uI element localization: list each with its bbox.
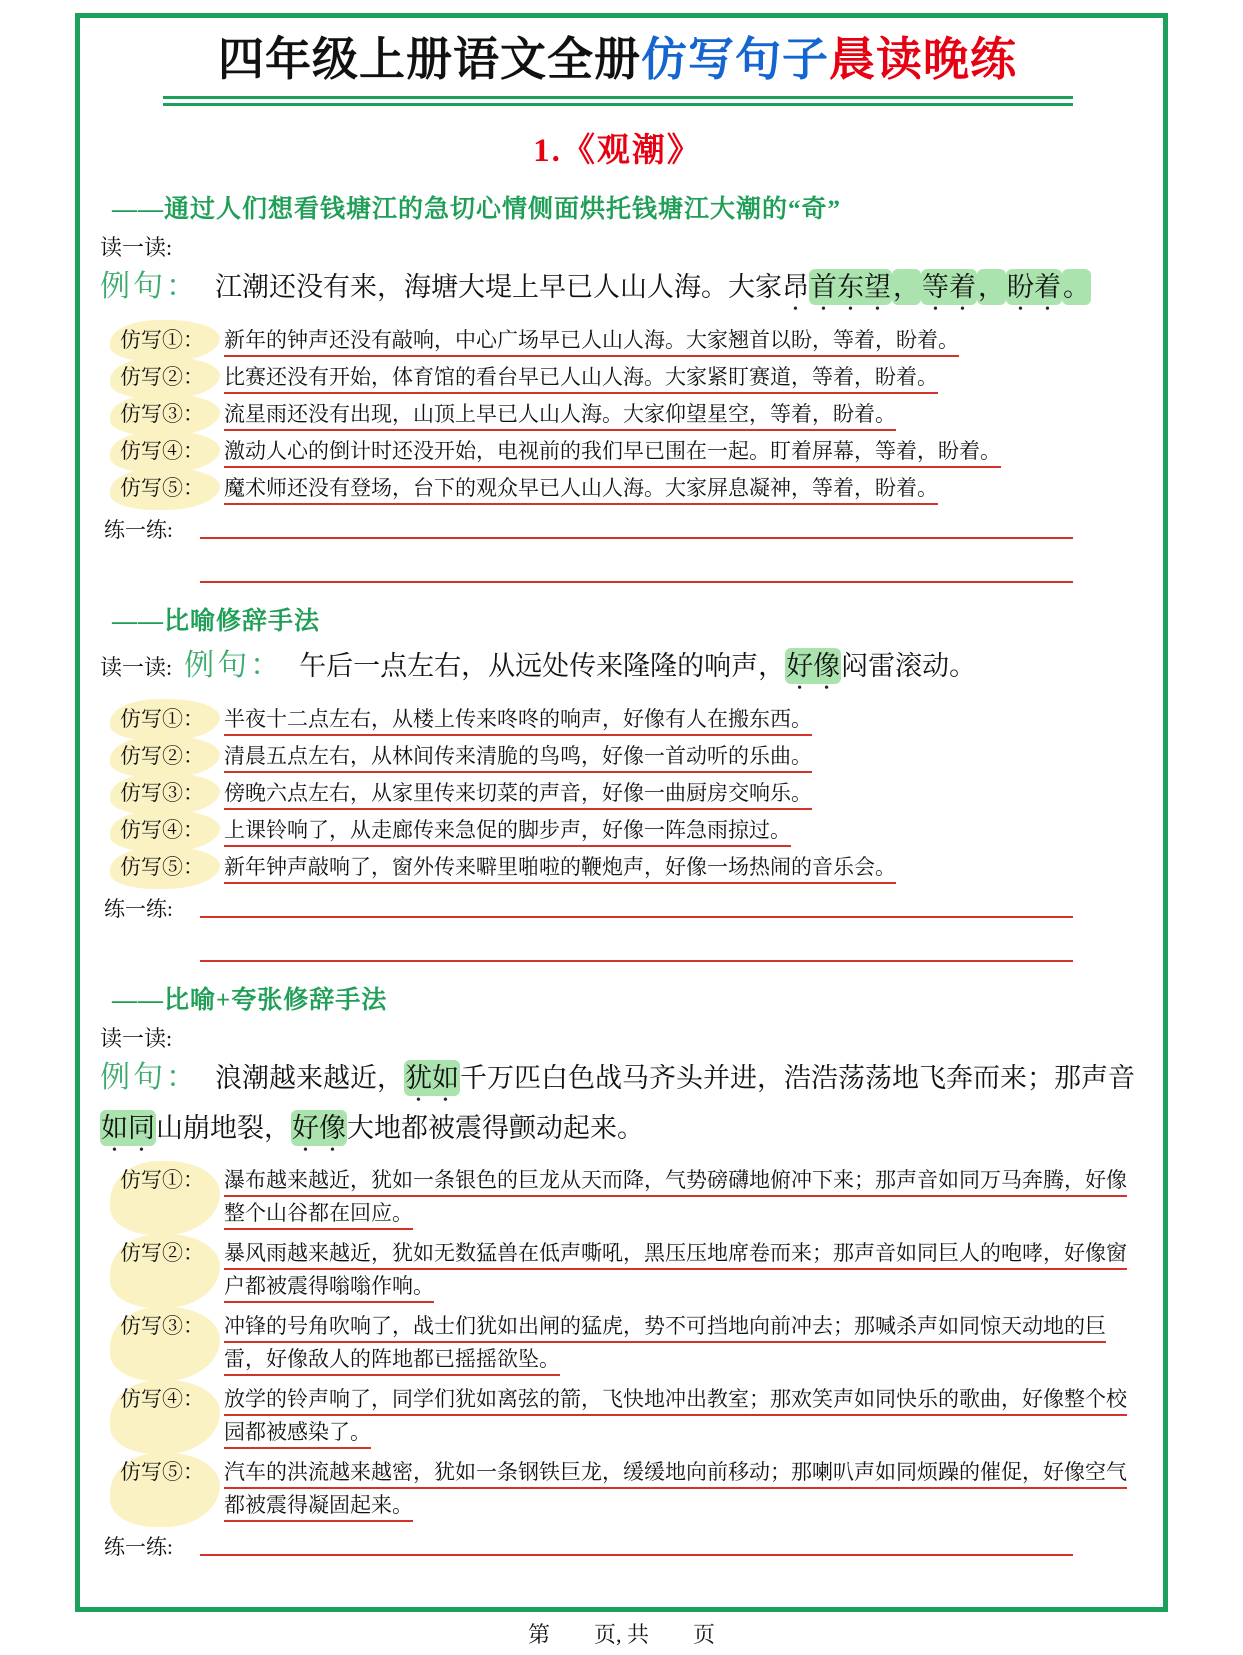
imitation-sentence: 暴风雨越来越近，犹如无数猛兽在低声嘶吼，黑压压地席卷而来；那声音如同巨人的咆哮，好像窗户都被震得嗡嗡作响。 [224, 1240, 1127, 1298]
imitation-sentence: 激动人心的倒计时还没开始，电视前的我们早已围在一起。盯着屏幕，等着，盼着。 [224, 438, 1001, 463]
title-part-black: 四年级上册语文全册 [218, 34, 641, 85]
page-border-frame [75, 13, 1168, 1612]
example-segment: 江潮还没有来，海塘大堤上早已人山人海。大家 [215, 271, 782, 302]
imitation-sentence: 清晨五点左右，从林间传来清脆的鸟鸣，好像一首动听的乐曲。 [224, 743, 812, 768]
section-heading: ——通过人们想看钱塘江的急切心情侧面烘托钱塘江大潮的“奇” [112, 195, 842, 223]
practice-row [104, 515, 1137, 583]
imitation-sentence: 冲锋的号角吹响了，战士们犹如出闸的猛虎，势不可挡地向前冲去；那喊杀声如同惊天动地的巨雷，好像敌人的阵地都已摇摇欲坠。 [224, 1313, 1106, 1371]
imitation-sentence: 新年钟声敲响了，窗外传来噼里啪啦的鞭炮声，好像一场热闹的音乐会。 [224, 854, 896, 879]
imitation-row [110, 360, 1137, 394]
example-label: 例句： [100, 1060, 199, 1094]
example-segment: 昂 [782, 271, 809, 302]
example-segment: 午后一点左右，从远处传来隆隆的响声， [299, 650, 786, 681]
example-segment: 好像 [291, 1110, 347, 1146]
sections-container [98, 189, 1137, 1612]
imitation-row [110, 813, 1137, 847]
imitation-label: 仿写④： [110, 813, 224, 847]
section-heading: ——比喻+夸张修辞手法 [112, 986, 388, 1014]
example-segment: ， [977, 269, 1006, 305]
example-segment: 浪潮越来越近， [215, 1062, 404, 1093]
practice-blank-line [200, 918, 1073, 962]
example-segment: 如同 [100, 1110, 156, 1146]
imitation-row [110, 1383, 1137, 1449]
title-part-blue: 仿写句子 [641, 34, 829, 85]
imitation-sentence: 新年的钟声还没有敲响，中心广场早已人山人海。大家翘首以盼，等着，盼着。 [224, 327, 959, 352]
imitation-sentence: 比赛还没有开始，体育馆的看台早已人山人海。大家紧盯赛道，等着，盼着。 [224, 364, 938, 389]
practice-label: 练一练: [104, 517, 173, 542]
example-segment: 闷雷滚动。 [841, 650, 977, 681]
practice-blank-line [200, 1532, 1073, 1556]
practice-blank-line [200, 894, 1073, 918]
imitation-label: 仿写②： [110, 1237, 224, 1303]
practice-lines [200, 515, 1073, 583]
imitation-label: 仿写③： [110, 776, 224, 810]
example-segment: 犹如 [404, 1060, 460, 1096]
imitation-label: 仿写①： [110, 323, 224, 357]
imitation-label: 仿写④： [110, 434, 224, 468]
example-segment: 大地都被震得颤动起来。 [347, 1112, 644, 1143]
imitation-label: 仿写②： [110, 739, 224, 773]
imitation-sentence: 流星雨还没有出现，山顶上早已人山人海。大家仰望星空，等着，盼着。 [224, 401, 896, 426]
practice-blank-line [200, 539, 1073, 583]
imitation-row [110, 739, 1137, 773]
title-double-underline [163, 96, 1073, 106]
imitation-label: 仿写⑤： [110, 1456, 224, 1522]
imitation-sentence: 放学的铃声响了，同学们犹如离弦的箭，飞快地冲出教室；那欢笑声如同快乐的歌曲，好像整个校园都被感染了。 [224, 1386, 1127, 1444]
practice-label: 练一练: [104, 896, 173, 921]
read-label: 读一读: [100, 234, 173, 260]
page-footer: 第 页, 共 页 [527, 1622, 715, 1647]
practice-blank-line [200, 1556, 1073, 1612]
example-segment: ， [892, 269, 921, 305]
section [98, 980, 1137, 1612]
imitation-row [110, 1310, 1137, 1376]
imitation-label: 仿写⑤： [110, 850, 224, 884]
example-segment: 盼着 [1006, 269, 1062, 305]
section-heading: ——比喻修辞手法 [112, 607, 321, 635]
practice-row [104, 894, 1137, 962]
title-part-red: 晨读晚练 [829, 34, 1017, 85]
example-segment: 等着 [921, 269, 977, 305]
imitation-row [110, 776, 1137, 810]
imitation-row [110, 702, 1137, 736]
imitation-label: 仿写④： [110, 1383, 224, 1449]
example-paragraph [100, 264, 1137, 317]
practice-row [104, 1532, 1137, 1612]
imitation-sentence: 傍晚六点左右，从家里传来切菜的声音，好像一曲厨房交响乐。 [224, 780, 812, 805]
imitation-label: 仿写③： [110, 1310, 224, 1376]
imitation-row [110, 1456, 1137, 1522]
imitation-label: 仿写①： [110, 702, 224, 736]
imitation-row [110, 1164, 1137, 1230]
example-segment: 。 [1062, 269, 1091, 305]
example-paragraph [100, 643, 1137, 696]
imitation-row [110, 1237, 1137, 1303]
lesson-title: 1.《观潮》 [533, 132, 702, 169]
imitation-row [110, 397, 1137, 431]
imitation-label: 仿写⑤： [110, 471, 224, 505]
read-label: 读一读: [100, 654, 173, 680]
imitation-row [110, 471, 1137, 505]
section [98, 189, 1137, 583]
document-title [98, 30, 1137, 90]
imitation-label: 仿写②： [110, 360, 224, 394]
imitation-row [110, 850, 1137, 884]
practice-lines [200, 894, 1073, 962]
example-segment: 好像 [785, 648, 841, 684]
practice-label: 练一练: [104, 1534, 173, 1559]
imitation-label: 仿写①： [110, 1164, 224, 1230]
imitation-sentence: 上课铃响了，从走廊传来急促的脚步声，好像一阵急雨掠过。 [224, 817, 791, 842]
example-label: 例句： [100, 269, 199, 303]
imitation-row [110, 434, 1137, 468]
example-label: 例句： [184, 648, 284, 682]
practice-blank-line [200, 515, 1073, 539]
example-paragraph [100, 1055, 1137, 1158]
example-segment: 山崩地裂， [156, 1112, 291, 1143]
imitation-sentence: 汽车的洪流越来越密，犹如一条钢铁巨龙，缓缓地向前移动；那喇叭声如同烦躁的催促，好像空气都被震得凝固起来。 [224, 1459, 1127, 1517]
imitation-sentence: 瀑布越来越近，犹如一条银色的巨龙从天而降，气势磅礴地俯冲下来；那声音如同万马奔腾，好像整个山谷都在回应。 [224, 1167, 1127, 1225]
imitation-sentence: 半夜十二点左右，从楼上传来咚咚的响声，好像有人在搬东西。 [224, 706, 812, 731]
section [98, 601, 1137, 962]
imitation-label: 仿写③： [110, 397, 224, 431]
example-segment: 首东望 [809, 269, 892, 305]
imitation-sentence: 魔术师还没有登场，台下的观众早已人山人海。大家屏息凝神，等着，盼着。 [224, 475, 938, 500]
example-segment: 千万匹白色战马齐头并进，浩浩荡荡地飞奔而来；那声音 [460, 1062, 1135, 1093]
read-label: 读一读: [100, 1025, 173, 1051]
practice-lines [200, 1532, 1073, 1612]
imitation-row [110, 323, 1137, 357]
